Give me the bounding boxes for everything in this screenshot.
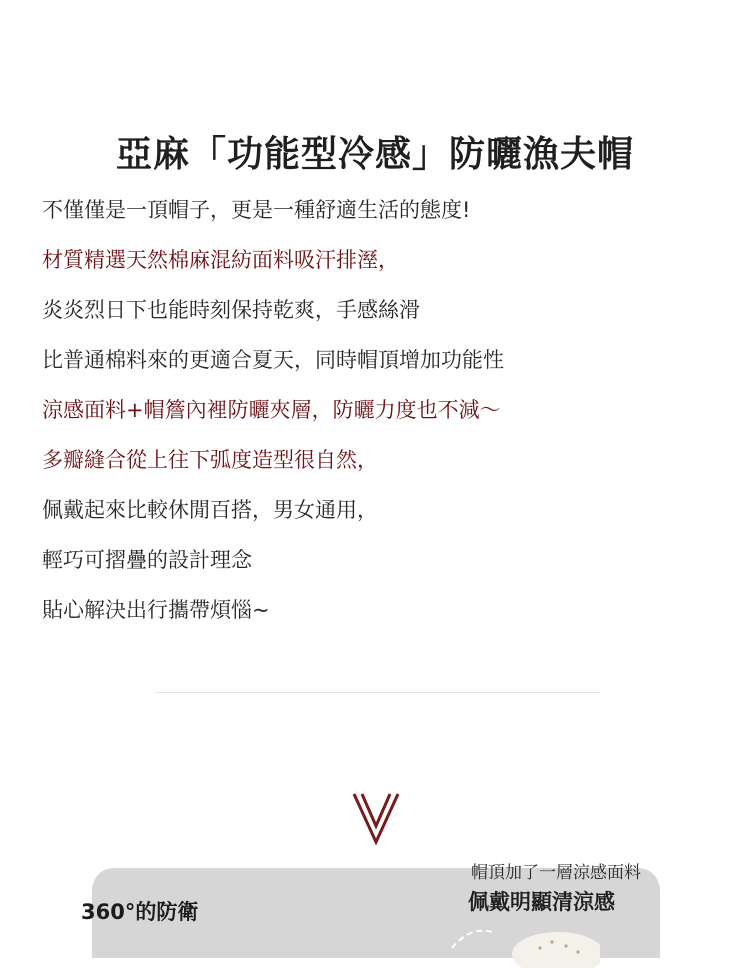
double-chevron-down-icon xyxy=(350,790,402,850)
description-block xyxy=(42,196,722,646)
description-line: 涼感面料+帽簷內裡防曬夾層，防曬力度也不減～ xyxy=(42,398,501,422)
description-line: 不僅僅是一頂帽子，更是一種舒適生活的態度! xyxy=(42,198,471,222)
section-divider xyxy=(155,692,600,693)
description-line: 多瓣縫合從上往下弧度造型很自然， xyxy=(42,448,378,472)
description-line: 材質精選天然棉麻混紡面料吸汗排溼， xyxy=(42,248,399,272)
feature-note-line1: 帽頂加了一層涼感面料 xyxy=(471,863,641,883)
product-title: 亞麻「功能型冷感」防曬漁夫帽 xyxy=(115,134,634,175)
feature-note-line2: 佩戴明顯清涼感 xyxy=(468,890,615,914)
description-line: 輕巧可摺疊的設計理念 xyxy=(42,548,252,572)
description-line: 貼心解決出行攜帶煩惱~ xyxy=(42,598,270,622)
description-line: 炎炎烈日下也能時刻保持乾爽，手感絲滑 xyxy=(42,298,420,322)
hat-image xyxy=(440,908,600,968)
panel-label: 360°的防衛 xyxy=(81,900,199,924)
description-line: 佩戴起來比較休閒百搭，男女通用， xyxy=(42,498,378,522)
description-line: 比普通棉料來的更適合夏天，同時帽頂增加功能性 xyxy=(42,348,504,372)
